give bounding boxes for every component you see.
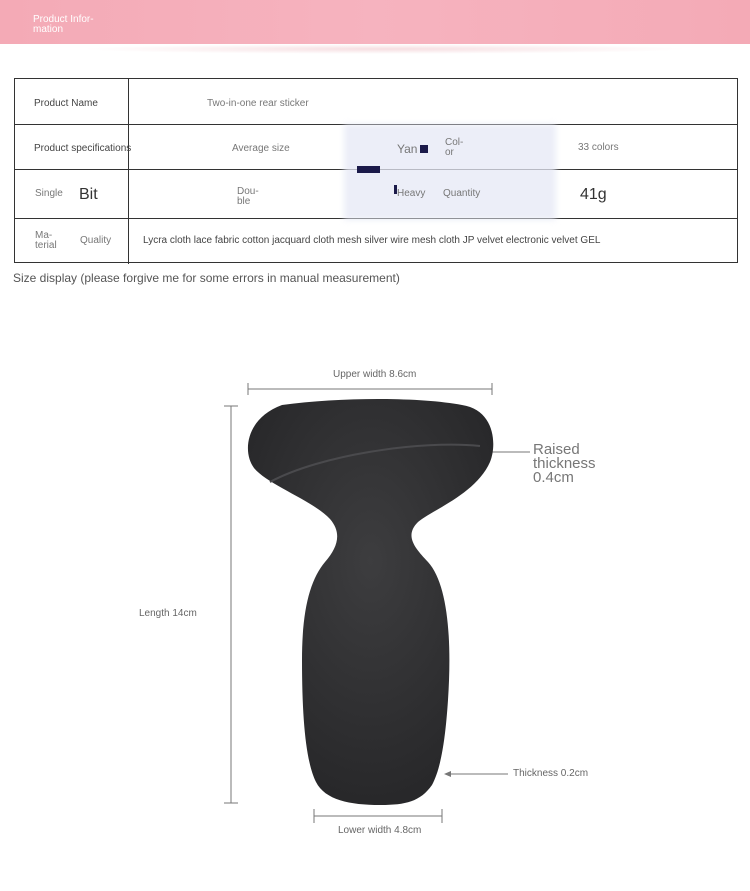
header-shadow — [80, 44, 690, 54]
specifications-label: Product specifications — [34, 143, 132, 154]
table-divider — [128, 218, 129, 264]
color-swatch — [420, 145, 428, 153]
upper-width-label: Upper width 8.6cm — [333, 369, 417, 380]
color-label: Col- or — [445, 137, 464, 158]
materials-list: Lycra cloth lace fabric cotton jacquard cloth mesh silver wire mesh cloth JP velvet electronic velvet GEL — [143, 235, 601, 246]
product-name-value: Two-in-one rear sticker — [207, 98, 309, 109]
quantity-label: Quantity — [443, 188, 481, 199]
material-label: Ma- terial — [35, 230, 57, 251]
colors-value: 33 colors — [578, 142, 619, 153]
insole-diagram — [0, 300, 750, 891]
insole-shape — [248, 399, 493, 805]
quality-label: Quality — [80, 235, 112, 246]
double-label: Dou- ble — [237, 186, 259, 207]
product-name-label: Product Name — [34, 98, 98, 109]
length-label: Length 14cm — [139, 608, 197, 619]
size-value: Average size — [232, 143, 290, 154]
weight-value: 41g — [580, 186, 607, 203]
raised-thickness-label: Raised thickness 0.4cm — [533, 441, 596, 486]
unit-value: Bit — [79, 186, 98, 203]
heavy-label: Heavy — [397, 188, 426, 199]
lower-width-label: Lower width 4.8cm — [338, 825, 422, 836]
header-title: Product Infor- mation — [33, 14, 94, 35]
color-bar — [357, 166, 380, 173]
color-prefix: Yan — [397, 142, 418, 156]
thickness-label: Thickness 0.2cm — [513, 768, 589, 779]
size-caption: Size display (please forgive me for some errors in manual measurement) — [13, 271, 400, 285]
single-label: Single — [35, 188, 63, 199]
